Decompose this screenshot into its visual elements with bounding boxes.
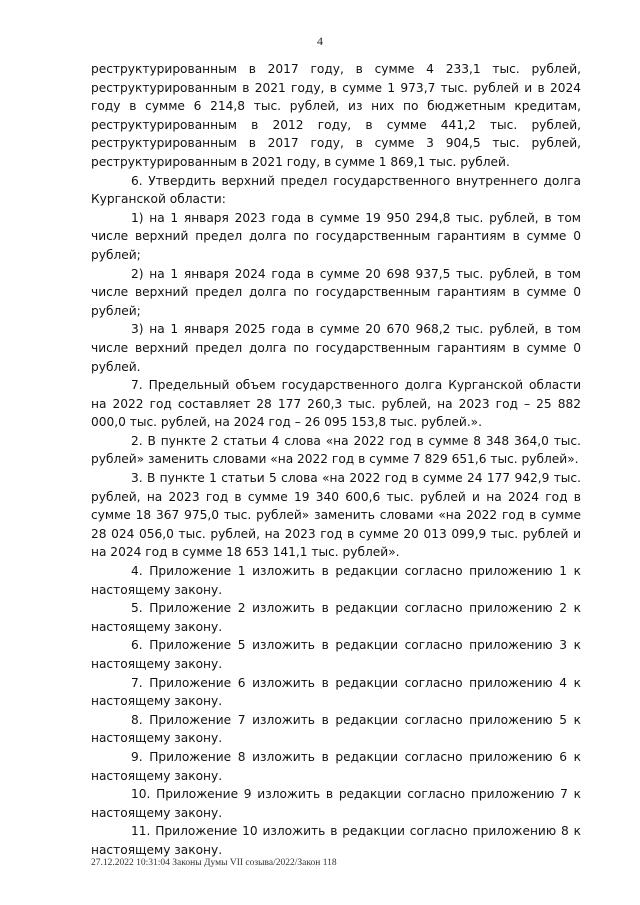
- paragraph-subitem-2: 2) на 1 января 2024 года в сумме 20 698 937,5 тыс. рублей, в том числе верхний предел долга по государственным гарантиям в сумме 0 рублей;: [91, 266, 581, 318]
- paragraph-amendment-3: 3. В пункте 1 статьи 5 слова «на 2022 год в сумме 24 177 942,9 тыс. рублей, на 2023 год в сумме 19 340 600,6 тыс. рублей и на 2024 год в сумме 18 367 975,0 тыс. рублей» заменить словами «на 2022 год в сумме 28 024 056,0 тыс. рублей, на 2023 год в сумме 20 013 099,9 тыс. рублей и на 2024 год в сумме 18 653 141,1 тыс. рублей».: [91, 471, 581, 560]
- paragraph-amendment-8: 8. Приложение 7 изложить в редакции согласно приложению 5 к настоящему закону.: [91, 712, 581, 746]
- paragraph-amendment-2: 2. В пункте 2 статьи 4 слова «на 2022 год в сумме 8 348 364,0 тыс. рублей» заменить словами «на 2022 год в сумме 7 829 651,6 тыс. рублей».: [91, 433, 581, 467]
- paragraph-amendment-5: 5. Приложение 2 изложить в редакции согласно приложению 2 к настоящему закону.: [91, 601, 581, 634]
- paragraph-amendment-4: 4. Приложение 1 изложить в редакции согласно приложению 1 к настоящему закону.: [91, 564, 581, 597]
- paragraph-item-6: 6. Утвердить верхний предел государственного внутреннего долга Курганской области:: [91, 173, 581, 207]
- paragraph-amendment-9: 9. Приложение 8 изложить в редакции согласно приложению 6 к настоящему закону.: [91, 749, 581, 783]
- paragraph-subitem-1: 1) на 1 января 2023 года в сумме 19 950 294,8 тыс. рублей, в том числе верхний предел долга по государственным гарантиям в сумме 0 рублей;: [91, 210, 581, 262]
- paragraph-continuation: реструктурированным в 2017 году, в сумме 4 233,1 тыс. рублей, реструктурированным в 2021 году, в сумме 1 973,7 тыс. рублей и в 2024 году в сумме 6 214,8 тыс. рублей, из них по бюджетным кредитам, реструктурированным в 2012 году, в сумме 441,2 тыс. рублей, реструктурированным в 2017 году, в сумме 3 904,5 тыс. рублей, реструктурированным в 2021 году, в сумме 1 869,1 тыс. рублей.: [91, 62, 581, 169]
- paragraph-amendment-6: 6. Приложение 5 изложить в редакции согласно приложению 3 к настоящему закону.: [91, 638, 581, 671]
- paragraph-item-7: 7. Предельный объем государственного долга Курганской области на 2022 год составляет 28 177 260,3 тыс. рублей, на 2023 год – 25 882 000,0 тыс. рублей, на 2024 год – 26 095 153,8 тыс. рублей.».: [91, 378, 581, 430]
- document-footer: 27.12.2022 10:31:04 Законы Думы VII созыва/2022/Закон 118: [91, 858, 337, 868]
- paragraph-subitem-3: 3) на 1 января 2025 года в сумме 20 670 968,2 тыс. рублей, в том числе верхний предел долга по государственным гарантиям в сумме 0 рублей.: [91, 322, 581, 374]
- paragraph-amendment-11: 11. Приложение 10 изложить в редакции согласно приложению 8 к настоящему закону.: [91, 824, 581, 857]
- paragraph-amendment-7: 7. Приложение 6 изложить в редакции согласно приложению 4 к настоящему закону.: [91, 675, 581, 709]
- paragraph-amendment-10: 10. Приложение 9 изложить в редакции согласно приложению 7 к настоящему закону.: [91, 787, 581, 820]
- document-body: [91, 60, 581, 860]
- page-number: 4: [317, 34, 323, 48]
